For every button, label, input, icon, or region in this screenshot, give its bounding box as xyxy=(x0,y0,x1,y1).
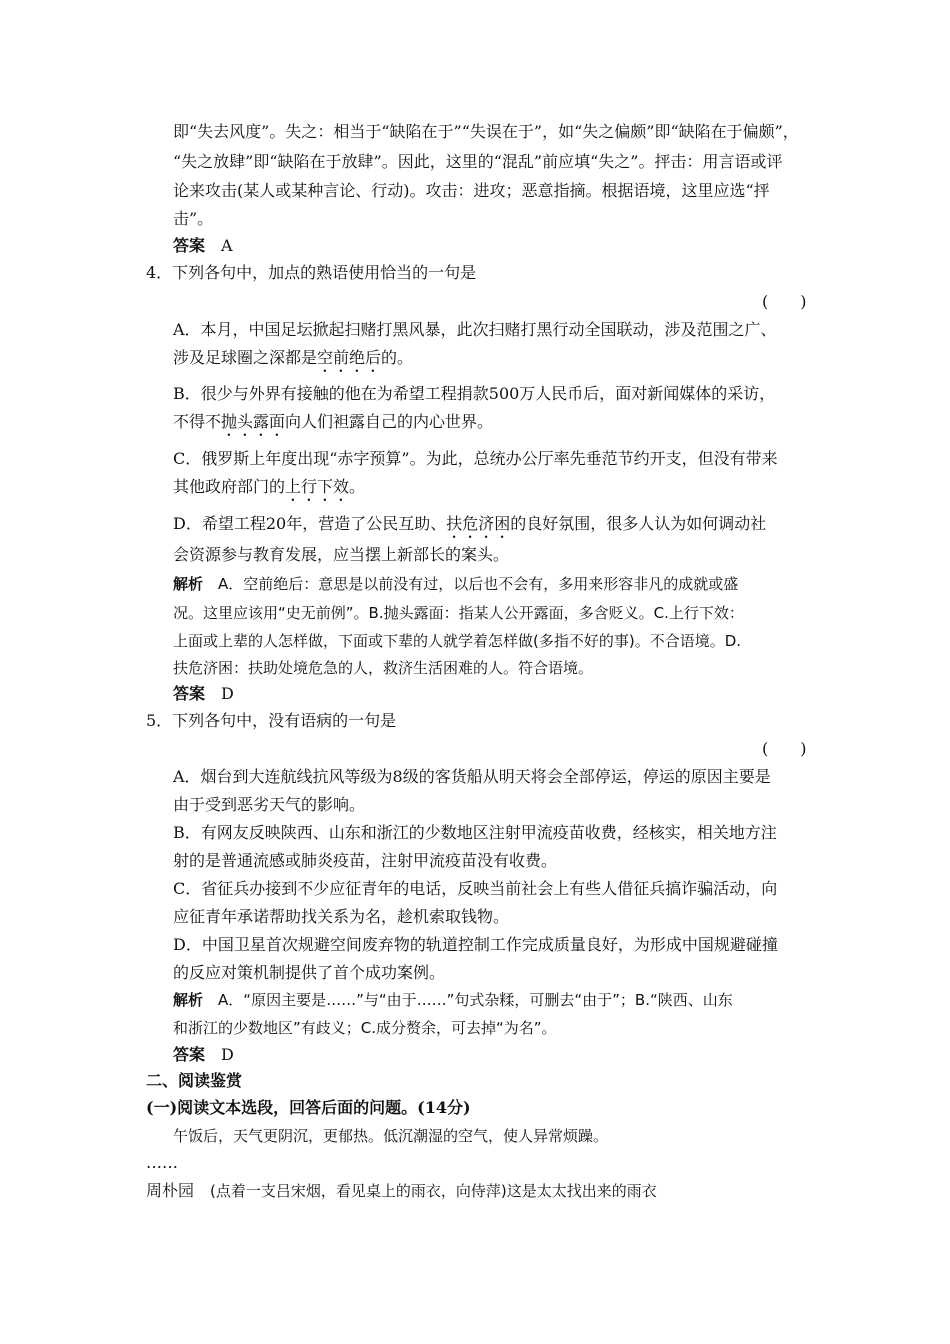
text-span: 。 xyxy=(349,477,366,496)
q4-option-a-line2 xyxy=(173,348,413,376)
emphasized-idiom: 扶危济困 xyxy=(446,514,511,533)
analysis-continuation-line: 击”。 xyxy=(173,209,214,228)
passage-ellipsis: …… xyxy=(146,1153,178,1172)
q5-option-d-line2: 的反应对策机制提供了首个成功案例。 xyxy=(173,963,446,982)
text-span: 的。 xyxy=(381,348,414,367)
answer-line xyxy=(173,236,233,256)
question-5-stem: 5．下列各句中，没有语病的一句是 xyxy=(146,711,397,730)
speech-text: (点着一支吕宋烟，看见桌上的雨衣，向侍萍)这是太太找出来的雨衣 xyxy=(210,1182,657,1200)
answer-label: 答案 xyxy=(173,1045,206,1064)
q5-analysis-line2: 和浙江的少数地区”有歧义；C.成分赘余，可去掉“为名”。 xyxy=(173,1019,557,1037)
emphasized-idiom: 抛头露面 xyxy=(221,412,286,431)
q5-option-a-line2: 由于受到恶劣天气的影响。 xyxy=(173,795,366,814)
analysis-text: A．空前绝后：意思是以前没有过，以后也不会有，多用来形容非凡的成就或盛 xyxy=(218,575,739,593)
q4-option-c-line2 xyxy=(173,477,365,505)
answer-label: 答案 xyxy=(173,236,206,255)
q5-option-c-line1: C．省征兵办接到不少应征青年的电话，反映当前社会上有些人借征兵搞诈骗活动，向 xyxy=(173,879,778,898)
answer-value: A xyxy=(221,236,233,255)
speaker-name: 周朴园 xyxy=(146,1181,195,1200)
analysis-label: 解析 xyxy=(173,575,204,593)
question-5-answer-blank: ( ) xyxy=(762,739,807,758)
answer-line xyxy=(173,1045,234,1065)
q5-option-c-line2: 应征青年承诺帮助找关系为名，趁机索取钱物。 xyxy=(173,907,510,926)
section-heading: 二、阅读鉴赏 xyxy=(146,1071,243,1090)
answer-value: D xyxy=(221,684,234,703)
q4-analysis-line1 xyxy=(173,574,738,594)
q5-option-b-line1: B．有网友反映陕西、山东和浙江的少数地区注射甲流疫苗收费，经核实，相关地方注 xyxy=(173,823,777,842)
answer-line xyxy=(173,684,234,704)
analysis-label: 解析 xyxy=(173,991,204,1009)
q5-option-d-line1: D．中国卫星首次规避空间废弃物的轨道控制工作完成质量良好，为形成中国规避碰撞 xyxy=(173,935,778,954)
answer-value: D xyxy=(221,1045,234,1064)
text-span: 涉及足球圈之深都是 xyxy=(173,348,318,367)
analysis-continuation-line: “失之放肆”即“缺陷在于放肆”。因此，这里的“混乱”前应填“失之”。抨击：用言语或评 xyxy=(173,152,783,171)
text-span: 不得不 xyxy=(173,412,222,431)
q4-option-b-line2 xyxy=(173,412,493,440)
passage-paragraph: 午饭后，天气更阴沉，更郁热。低沉潮湿的空气，使人异常烦躁。 xyxy=(173,1127,609,1145)
dialogue-line xyxy=(146,1181,657,1201)
q4-option-b-line1: B．很少与外界有接触的他在为希望工程捐款500万人民币后，面对新闻媒体的采访， xyxy=(173,384,776,403)
q4-option-d-line1 xyxy=(173,514,766,542)
question-4-stem: 4．下列各句中，加点的熟语使用恰当的一句是 xyxy=(146,263,477,282)
analysis-continuation-line: 即“失去风度”。失之：相当于“缺陷在于”“失误在于”，如“失之偏颇”即“缺陷在于偏颇”， xyxy=(173,122,799,141)
q5-analysis-line1 xyxy=(173,990,733,1010)
text-span: 的良好氛围，很多人认为如何调动社 xyxy=(510,514,767,533)
text-span: 其他政府部门的 xyxy=(173,477,286,496)
question-4-answer-blank: ( ) xyxy=(762,292,807,311)
answer-label: 答案 xyxy=(173,684,206,703)
q4-analysis-line4: 扶危济困：扶助处境危急的人，救济生活困难的人。符合语境。 xyxy=(173,659,594,677)
q4-analysis-line2: 况。这里应该用“史无前例”。B.抛头露面：指某人公开露面，多含贬义。C.上行下效： xyxy=(173,604,744,622)
q5-option-a-line1: A．烟台到大连航线抗风等级为8级的客货船从明天将会全部停运，停运的原因主要是 xyxy=(173,767,771,786)
text-span: 向人们袒露自己的内心世界。 xyxy=(285,412,494,431)
analysis-text: A．“原因主要是……”与“由于……”句式杂糅，可删去“由于”；B.“陕西、山东 xyxy=(218,991,733,1009)
q4-option-a-line1: A．本月，中国足坛掀起扫赌打黑风暴，此次扫赌打黑行动全国联动，涉及范围之广、 xyxy=(173,320,777,339)
q4-option-d-line2: 会资源参与教育发展，应当摆上新部长的案头。 xyxy=(173,545,510,564)
q4-analysis-line3: 上面或上辈的人怎样做，下面或下辈的人就学着怎样做(多指不好的事)。不合语境。D. xyxy=(173,632,742,650)
q4-option-c-line1: C．俄罗斯上年度出现“赤字预算”。为此，总统办公厅率先垂范节约开支，但没有带来 xyxy=(173,449,778,468)
text-span: D．希望工程20年，营造了公民互助、 xyxy=(173,514,447,533)
analysis-continuation-line: 论来攻击(某人或某种言论、行动)。攻击：进攻；恶意指摘。根据语境，这里应选“抨 xyxy=(173,181,770,200)
q5-option-b-line2: 射的是普通流感或肺炎疫苗，注射甲流疫苗没有收费。 xyxy=(173,851,558,870)
section-subheading: (一)阅读文本选段，回答后面的问题。(14分) xyxy=(146,1098,471,1117)
emphasized-idiom: 上行下效 xyxy=(285,477,350,496)
emphasized-idiom: 空前绝后 xyxy=(317,348,382,367)
